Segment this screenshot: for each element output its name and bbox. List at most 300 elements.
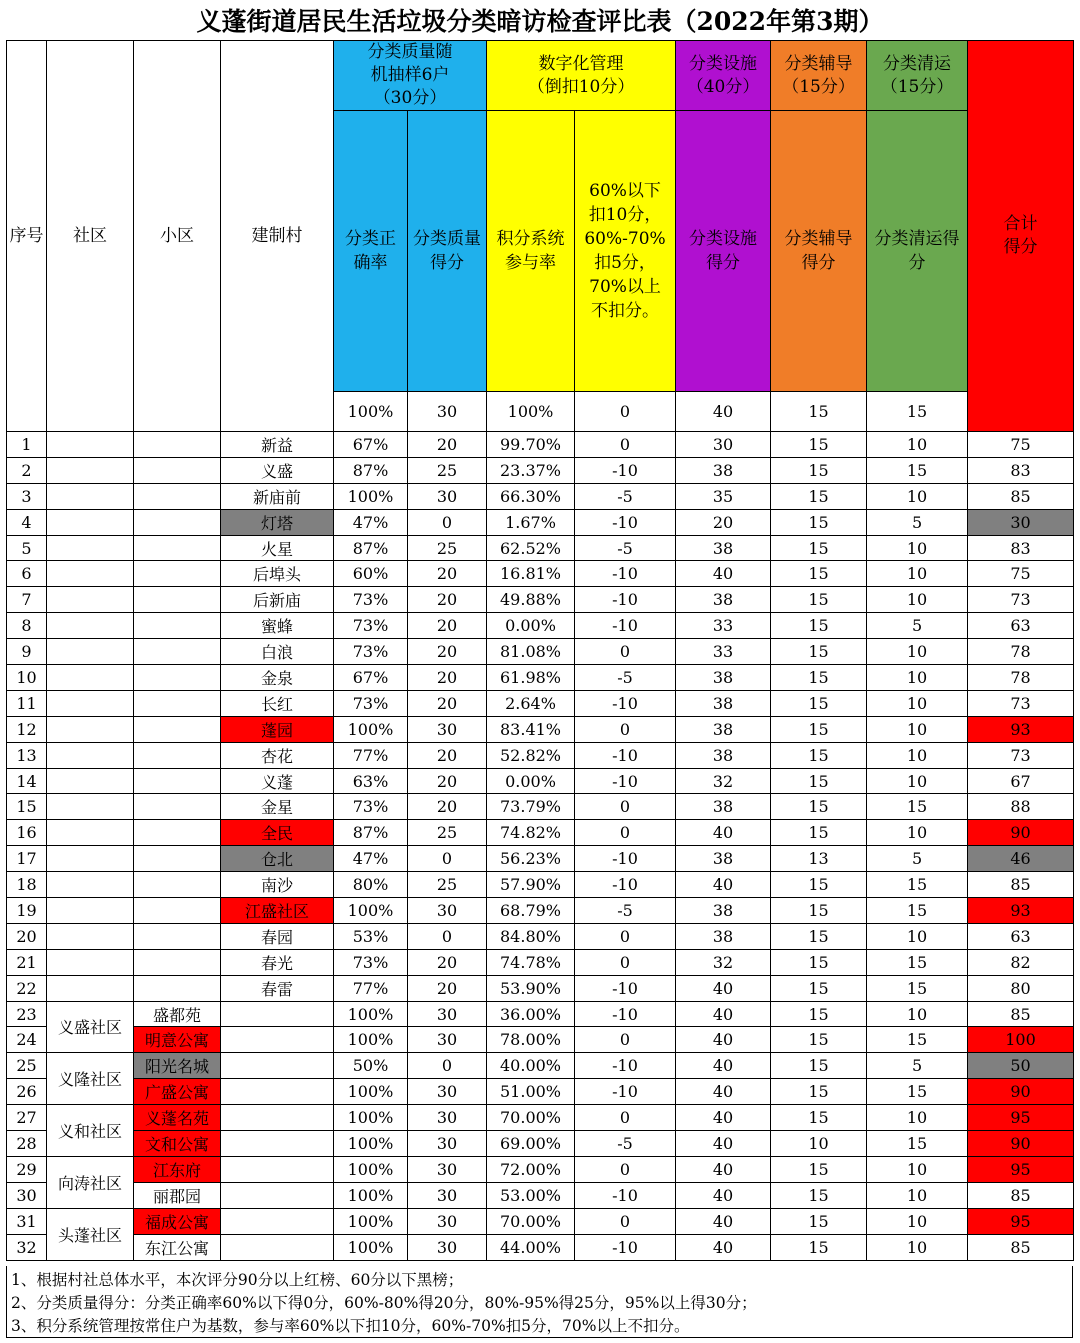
header-digital-group: 数字化管理（倒扣10分）	[487, 41, 676, 111]
table-row	[7, 975, 1074, 1001]
cell-quality-score: 30	[408, 1234, 487, 1260]
cell-village: 义盛	[221, 457, 334, 483]
cell-facility-score: 33	[676, 639, 771, 665]
cell-village: 后新庙	[221, 587, 334, 613]
cell-facility-score: 38	[676, 587, 771, 613]
cell-accuracy: 53%	[334, 923, 408, 949]
cell-clean-score: 10	[867, 1234, 968, 1260]
cell-village	[221, 1208, 334, 1234]
cell-seq: 32	[7, 1234, 47, 1260]
cell-quality-score: 20	[408, 587, 487, 613]
cell-clean-score: 5	[867, 1053, 968, 1079]
cell-facility-score: 38	[676, 794, 771, 820]
cell-deduction: -10	[575, 768, 676, 794]
cell-facility-score: 38	[676, 742, 771, 768]
cell-points-rate: 53.00%	[487, 1182, 575, 1208]
cell-quality-score: 25	[408, 535, 487, 561]
cell-community: 义和社区	[47, 1105, 134, 1157]
cell-estate: 义蓬名苑	[134, 1105, 221, 1131]
cell-facility-score: 38	[676, 535, 771, 561]
cell-seq: 6	[7, 561, 47, 587]
cell-accuracy: 87%	[334, 535, 408, 561]
cell-points-rate: 36.00%	[487, 1001, 575, 1027]
cell-accuracy: 100%	[334, 1182, 408, 1208]
table-row	[7, 457, 1074, 483]
cell-community	[47, 561, 134, 587]
cell-deduction: -5	[575, 483, 676, 509]
cell-accuracy: 87%	[334, 820, 408, 846]
cell-accuracy: 73%	[334, 794, 408, 820]
table-row	[7, 949, 1074, 975]
cell-quality-score: 20	[408, 768, 487, 794]
cell-estate	[134, 872, 221, 898]
cell-village	[221, 1156, 334, 1182]
header-accuracy: 分类正确率	[334, 111, 408, 392]
cell-quality-score: 20	[408, 742, 487, 768]
cell-village: 长红	[221, 690, 334, 716]
cell-quality-score: 25	[408, 872, 487, 898]
cell-clean-score: 10	[867, 1208, 968, 1234]
cell-estate: 文和公寓	[134, 1131, 221, 1157]
cell-deduction: -10	[575, 690, 676, 716]
cell-estate	[134, 898, 221, 924]
cell-seq: 18	[7, 872, 47, 898]
cell-quality-score: 25	[408, 820, 487, 846]
cell-seq: 4	[7, 509, 47, 535]
cell-estate	[134, 794, 221, 820]
cell-village: 春园	[221, 923, 334, 949]
cell-village: 新益	[221, 432, 334, 458]
cell-guide-score: 15	[771, 742, 867, 768]
cell-community	[47, 716, 134, 742]
cell-accuracy: 100%	[334, 898, 408, 924]
cell-estate	[134, 716, 221, 742]
cell-community	[47, 639, 134, 665]
cell-village: 义蓬	[221, 768, 334, 794]
cell-accuracy: 73%	[334, 639, 408, 665]
cell-village: 金泉	[221, 665, 334, 691]
cell-village	[221, 1131, 334, 1157]
cell-clean-score: 10	[867, 535, 968, 561]
cell-quality-score: 0	[408, 509, 487, 535]
cell-facility-score: 40	[676, 1053, 771, 1079]
table-row	[7, 820, 1074, 846]
cell-clean-score: 5	[867, 613, 968, 639]
cell-seq: 14	[7, 768, 47, 794]
cell-seq: 21	[7, 949, 47, 975]
table-row	[7, 1105, 1074, 1131]
cell-points-rate: 72.00%	[487, 1156, 575, 1182]
cell-seq: 7	[7, 587, 47, 613]
header-community: 社区	[47, 41, 134, 432]
cell-quality-score: 30	[408, 483, 487, 509]
cell-deduction: -10	[575, 742, 676, 768]
header-seq: 序号	[7, 41, 47, 432]
cell-clean-score: 10	[867, 665, 968, 691]
cell-facility-score: 32	[676, 768, 771, 794]
cell-facility-score: 38	[676, 665, 771, 691]
cell-facility-score: 40	[676, 1182, 771, 1208]
cell-total: 73	[968, 690, 1074, 716]
cell-deduction: -10	[575, 1234, 676, 1260]
cell-accuracy: 100%	[334, 483, 408, 509]
cell-village	[221, 1079, 334, 1105]
cell-seq: 20	[7, 923, 47, 949]
cell-deduction: 0	[575, 1027, 676, 1053]
cell-facility-score: 38	[676, 846, 771, 872]
cell-quality-score: 20	[408, 794, 487, 820]
cell-total: 93	[968, 898, 1074, 924]
cell-total: 73	[968, 742, 1074, 768]
cell-guide-score: 15	[771, 898, 867, 924]
cell-accuracy: 100%	[334, 716, 408, 742]
cell-accuracy: 47%	[334, 846, 408, 872]
cell-deduction: -5	[575, 535, 676, 561]
table-row	[7, 1234, 1074, 1260]
cell-village	[221, 1182, 334, 1208]
cell-accuracy: 100%	[334, 1234, 408, 1260]
cell-accuracy: 100%	[334, 1027, 408, 1053]
cell-community	[47, 742, 134, 768]
cell-accuracy: 77%	[334, 975, 408, 1001]
table-row	[7, 768, 1074, 794]
page-title: 义蓬街道居民生活垃圾分类暗访检查评比表（2022年第3期）	[196, 7, 884, 36]
table-row	[7, 613, 1074, 639]
cell-clean-score: 10	[867, 587, 968, 613]
header-points-rate: 积分系统参与率	[487, 111, 575, 392]
cell-points-rate: 74.78%	[487, 949, 575, 975]
cell-estate	[134, 768, 221, 794]
cell-guide-score: 15	[771, 561, 867, 587]
cell-estate: 东江公寓	[134, 1234, 221, 1260]
cell-clean-score: 10	[867, 483, 968, 509]
score-table	[6, 40, 1074, 1261]
cell-clean-score: 15	[867, 975, 968, 1001]
cell-accuracy: 67%	[334, 665, 408, 691]
cell-community: 义盛社区	[47, 1001, 134, 1053]
table-row	[7, 639, 1074, 665]
cell-total: 78	[968, 639, 1074, 665]
full-mark-quality: 30	[408, 392, 487, 432]
cell-deduction: 0	[575, 716, 676, 742]
cell-points-rate: 40.00%	[487, 1053, 575, 1079]
cell-clean-score: 15	[867, 1079, 968, 1105]
cell-clean-score: 15	[867, 949, 968, 975]
cell-clean-score: 10	[867, 1001, 968, 1027]
cell-clean-score: 10	[867, 716, 968, 742]
cell-quality-score: 0	[408, 846, 487, 872]
cell-deduction: 0	[575, 923, 676, 949]
cell-quality-score: 30	[408, 1182, 487, 1208]
cell-community	[47, 923, 134, 949]
table-row	[7, 1156, 1074, 1182]
cell-guide-score: 13	[771, 846, 867, 872]
cell-points-rate: 81.08%	[487, 639, 575, 665]
cell-deduction: -5	[575, 898, 676, 924]
cell-facility-score: 30	[676, 432, 771, 458]
cell-village: 金星	[221, 794, 334, 820]
cell-total: 90	[968, 820, 1074, 846]
cell-seq: 25	[7, 1053, 47, 1079]
cell-points-rate: 44.00%	[487, 1234, 575, 1260]
cell-guide-score: 15	[771, 1182, 867, 1208]
cell-village: 蓬园	[221, 716, 334, 742]
cell-total: 80	[968, 975, 1074, 1001]
cell-community: 头蓬社区	[47, 1208, 134, 1260]
table-row	[7, 1001, 1074, 1027]
cell-facility-score: 40	[676, 1234, 771, 1260]
cell-deduction: 0	[575, 1156, 676, 1182]
cell-clean-score: 5	[867, 509, 968, 535]
cell-accuracy: 100%	[334, 1131, 408, 1157]
cell-seq: 30	[7, 1182, 47, 1208]
cell-deduction: -10	[575, 509, 676, 535]
cell-guide-score: 15	[771, 535, 867, 561]
cell-seq: 2	[7, 457, 47, 483]
cell-total: 63	[968, 923, 1074, 949]
cell-quality-score: 20	[408, 690, 487, 716]
cell-estate: 阳光名城	[134, 1053, 221, 1079]
cell-points-rate: 2.64%	[487, 690, 575, 716]
cell-clean-score: 10	[867, 1156, 968, 1182]
cell-village: 白浪	[221, 639, 334, 665]
cell-total: 82	[968, 949, 1074, 975]
cell-points-rate: 56.23%	[487, 846, 575, 872]
cell-total: 67	[968, 768, 1074, 794]
table-row	[7, 1208, 1074, 1234]
cell-facility-score: 40	[676, 1105, 771, 1131]
cell-seq: 13	[7, 742, 47, 768]
cell-total: 90	[968, 1079, 1074, 1105]
cell-seq: 12	[7, 716, 47, 742]
cell-seq: 17	[7, 846, 47, 872]
cell-facility-score: 40	[676, 975, 771, 1001]
table-row	[7, 872, 1074, 898]
note-2: 2、分类质量得分：分类正确率60%以下得0分，60%-80%得20分，80%-95%得25分，95%以上得30分；	[11, 1294, 757, 1312]
cell-deduction: -10	[575, 1182, 676, 1208]
cell-accuracy: 100%	[334, 1105, 408, 1131]
cell-estate	[134, 613, 221, 639]
cell-community	[47, 768, 134, 794]
cell-points-rate: 16.81%	[487, 561, 575, 587]
cell-estate: 明意公寓	[134, 1027, 221, 1053]
cell-points-rate: 74.82%	[487, 820, 575, 846]
cell-quality-score: 30	[408, 1208, 487, 1234]
cell-quality-score: 30	[408, 1131, 487, 1157]
table-row	[7, 587, 1074, 613]
cell-guide-score: 15	[771, 1079, 867, 1105]
header-estate: 小区	[134, 41, 221, 432]
cell-estate	[134, 820, 221, 846]
header-quality-score: 分类质量得分	[408, 111, 487, 392]
cell-quality-score: 20	[408, 613, 487, 639]
cell-seq: 23	[7, 1001, 47, 1027]
full-mark-rate: 100%	[487, 392, 575, 432]
cell-deduction: -10	[575, 1079, 676, 1105]
cell-seq: 9	[7, 639, 47, 665]
cell-estate	[134, 587, 221, 613]
cell-deduction: -10	[575, 975, 676, 1001]
cell-seq: 31	[7, 1208, 47, 1234]
header-guide-group: 分类辅导（15分）	[771, 41, 867, 111]
cell-estate	[134, 742, 221, 768]
cell-accuracy: 100%	[334, 1156, 408, 1182]
cell-facility-score: 33	[676, 613, 771, 639]
cell-estate: 江东府	[134, 1156, 221, 1182]
cell-quality-score: 0	[408, 1053, 487, 1079]
cell-estate	[134, 639, 221, 665]
cell-deduction: 0	[575, 1105, 676, 1131]
cell-seq: 15	[7, 794, 47, 820]
cell-clean-score: 10	[867, 432, 968, 458]
cell-total: 83	[968, 457, 1074, 483]
cell-village: 杏花	[221, 742, 334, 768]
cell-deduction: -10	[575, 457, 676, 483]
cell-points-rate: 53.90%	[487, 975, 575, 1001]
cell-points-rate: 69.00%	[487, 1131, 575, 1157]
cell-estate	[134, 457, 221, 483]
cell-village: 蜜蜂	[221, 613, 334, 639]
cell-community	[47, 690, 134, 716]
cell-community	[47, 483, 134, 509]
cell-deduction: -10	[575, 846, 676, 872]
cell-guide-score: 15	[771, 1105, 867, 1131]
cell-facility-score: 20	[676, 509, 771, 535]
cell-estate	[134, 483, 221, 509]
cell-points-rate: 0.00%	[487, 613, 575, 639]
cell-accuracy: 87%	[334, 457, 408, 483]
cell-clean-score: 10	[867, 639, 968, 665]
cell-total: 50	[968, 1053, 1074, 1079]
cell-points-rate: 99.70%	[487, 432, 575, 458]
cell-points-rate: 66.30%	[487, 483, 575, 509]
cell-facility-score: 40	[676, 1079, 771, 1105]
cell-estate	[134, 949, 221, 975]
cell-total: 46	[968, 846, 1074, 872]
cell-accuracy: 77%	[334, 742, 408, 768]
cell-accuracy: 63%	[334, 768, 408, 794]
cell-deduction: -5	[575, 665, 676, 691]
cell-village: 新庙前	[221, 483, 334, 509]
cell-accuracy: 73%	[334, 949, 408, 975]
cell-community	[47, 587, 134, 613]
full-mark-clean: 15	[867, 392, 968, 432]
cell-quality-score: 30	[408, 1105, 487, 1131]
cell-facility-score: 40	[676, 561, 771, 587]
cell-deduction: -10	[575, 1053, 676, 1079]
cell-facility-score: 35	[676, 483, 771, 509]
cell-community	[47, 535, 134, 561]
cell-clean-score: 10	[867, 923, 968, 949]
cell-guide-score: 15	[771, 872, 867, 898]
cell-estate	[134, 665, 221, 691]
cell-guide-score: 15	[771, 613, 867, 639]
cell-points-rate: 62.52%	[487, 535, 575, 561]
cell-facility-score: 32	[676, 949, 771, 975]
cell-estate: 广盛公寓	[134, 1079, 221, 1105]
cell-village	[221, 1027, 334, 1053]
cell-estate	[134, 432, 221, 458]
table-row	[7, 432, 1074, 458]
table-row	[7, 742, 1074, 768]
cell-total: 75	[968, 561, 1074, 587]
cell-clean-score: 10	[867, 690, 968, 716]
cell-clean-score: 15	[867, 457, 968, 483]
cell-accuracy: 60%	[334, 561, 408, 587]
cell-guide-score: 15	[771, 820, 867, 846]
cell-guide-score: 10	[771, 1131, 867, 1157]
table-row	[7, 1131, 1074, 1157]
table-row	[7, 846, 1074, 872]
cell-accuracy: 100%	[334, 1208, 408, 1234]
cell-points-rate: 70.00%	[487, 1208, 575, 1234]
cell-quality-score: 30	[408, 898, 487, 924]
cell-clean-score: 15	[867, 1027, 968, 1053]
cell-deduction: 0	[575, 794, 676, 820]
cell-points-rate: 23.37%	[487, 457, 575, 483]
cell-guide-score: 15	[771, 509, 867, 535]
cell-points-rate: 83.41%	[487, 716, 575, 742]
cell-facility-score: 40	[676, 1001, 771, 1027]
cell-community: 向涛社区	[47, 1156, 134, 1208]
cell-estate	[134, 535, 221, 561]
cell-seq: 19	[7, 898, 47, 924]
cell-community	[47, 457, 134, 483]
cell-deduction: -10	[575, 587, 676, 613]
cell-deduction: 0	[575, 1208, 676, 1234]
cell-deduction: 0	[575, 432, 676, 458]
cell-facility-score: 38	[676, 898, 771, 924]
cell-guide-score: 15	[771, 923, 867, 949]
cell-guide-score: 15	[771, 457, 867, 483]
cell-community	[47, 665, 134, 691]
cell-accuracy: 80%	[334, 872, 408, 898]
cell-total: 95	[968, 1105, 1074, 1131]
cell-village: 灯塔	[221, 509, 334, 535]
cell-accuracy: 50%	[334, 1053, 408, 1079]
cell-community	[47, 509, 134, 535]
cell-points-rate: 49.88%	[487, 587, 575, 613]
cell-guide-score: 15	[771, 483, 867, 509]
cell-seq: 27	[7, 1105, 47, 1131]
cell-quality-score: 30	[408, 716, 487, 742]
cell-community	[47, 898, 134, 924]
cell-quality-score: 30	[408, 1027, 487, 1053]
cell-village	[221, 1053, 334, 1079]
cell-estate	[134, 846, 221, 872]
cell-points-rate: 78.00%	[487, 1027, 575, 1053]
table-row	[7, 923, 1074, 949]
cell-points-rate: 1.67%	[487, 509, 575, 535]
cell-guide-score: 15	[771, 1208, 867, 1234]
cell-village: 仓北	[221, 846, 334, 872]
cell-total: 95	[968, 1208, 1074, 1234]
cell-clean-score: 10	[867, 742, 968, 768]
cell-accuracy: 100%	[334, 1001, 408, 1027]
table-row	[7, 1027, 1074, 1053]
table-row	[7, 1053, 1074, 1079]
cell-total: 30	[968, 509, 1074, 535]
cell-community	[47, 872, 134, 898]
cell-village	[221, 1234, 334, 1260]
cell-guide-score: 15	[771, 1001, 867, 1027]
cell-quality-score: 20	[408, 561, 487, 587]
cell-estate: 丽郡园	[134, 1182, 221, 1208]
table-row	[7, 483, 1074, 509]
cell-seq: 16	[7, 820, 47, 846]
table-row	[7, 561, 1074, 587]
cell-points-rate: 51.00%	[487, 1079, 575, 1105]
